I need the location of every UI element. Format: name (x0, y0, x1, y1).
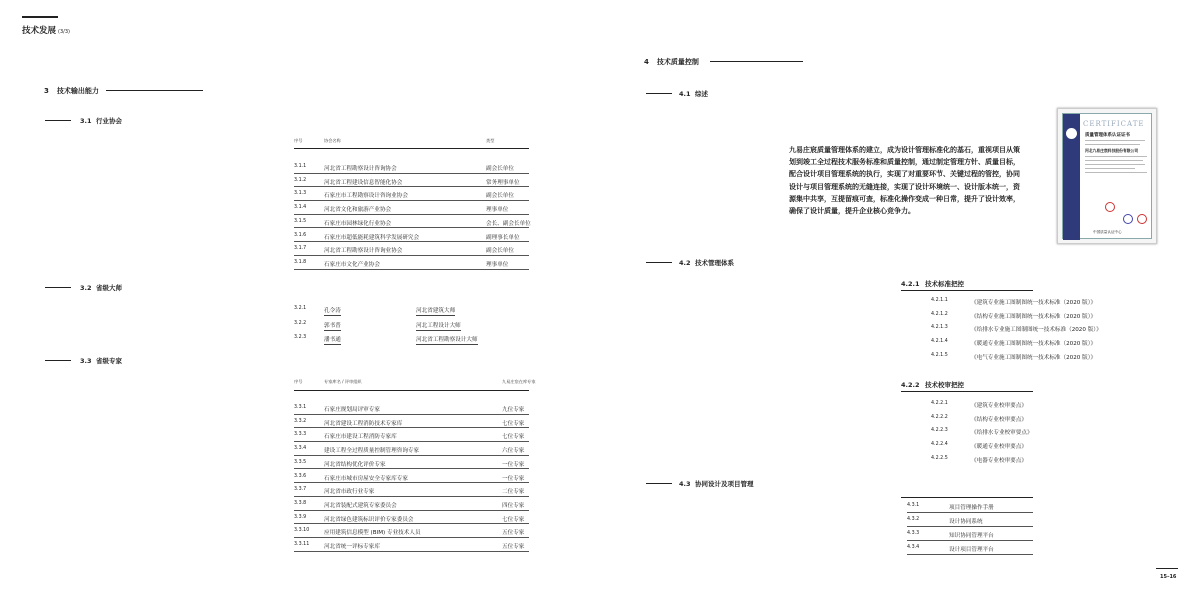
row-number: 3.3.3 (294, 432, 307, 438)
master-title: 河北省工程勘察设计大师 (416, 337, 478, 343)
table-3-1-header-name: 协会名称 (324, 138, 341, 143)
expert-count: 一位专家 (502, 461, 525, 468)
expert-count: 七位专家 (502, 516, 525, 523)
association-name: 河北省文化和旅游产业协会 (324, 207, 392, 214)
table-row (294, 187, 529, 201)
header-page-tag: (3/3) (58, 29, 70, 35)
list-item (294, 335, 534, 345)
association-name: 石家庄市文化产业协会 (324, 261, 380, 268)
certificate-issuer: 中国质量认证中心 (1093, 230, 1122, 234)
item-number: 4.2.2.4 (931, 442, 948, 448)
table-3-1-header-num: 序号 (294, 138, 303, 143)
system-name: 设计协同系统 (949, 519, 983, 525)
table-row (294, 242, 529, 256)
certificate-heading: CERTIFICATE (1083, 120, 1145, 128)
certificate-company: 河北九易庄宸科技股份有限公司 (1085, 148, 1139, 153)
section-3-heading: 3 技术输出能力 (44, 87, 99, 95)
membership-type: 副会长单位 (486, 248, 514, 255)
certificate-line (1085, 160, 1143, 161)
row-number: 4.3.4 (907, 545, 920, 550)
table-row (294, 201, 529, 215)
membership-type: 副会长单位 (486, 166, 514, 172)
table-row (294, 456, 529, 470)
standard-title: 《建筑专业校审要点》 (971, 403, 1027, 409)
page-number: 15–16 (1160, 574, 1177, 580)
row-number: 3.1.8 (294, 259, 307, 265)
expert-count: 四位专家 (502, 502, 525, 509)
association-name: 河北省工程建设信息智能化协会 (324, 179, 403, 186)
certificate-title: 质量管理体系认证证书 (1085, 133, 1130, 138)
table-3-3-header-num: 序号 (294, 379, 303, 384)
quality-certificate-image (1057, 108, 1157, 244)
row-number: 3.3.2 (294, 418, 307, 424)
row-number: 4.3.2 (907, 517, 920, 522)
certificate-line (1085, 168, 1135, 169)
item-number: 4.2.1.3 (931, 325, 948, 331)
sub-4-2-rule (646, 262, 672, 263)
expert-library: 河北省建设工程消防技术专家库 (324, 420, 403, 427)
list-item (931, 353, 1111, 363)
list-item (931, 415, 1111, 425)
list-item (931, 339, 1111, 349)
item-number: 4.2.2.5 (931, 455, 948, 461)
expert-count: 九位专家 (502, 407, 525, 413)
certificate-logo-icon (1066, 128, 1077, 139)
table-3-3-header-count: 九易庄宸在库专家 (502, 379, 536, 384)
row-number: 3.3.10 (294, 528, 310, 534)
sub-3-1-heading: 3.1 行业协会 (80, 117, 122, 125)
list-item (931, 456, 1111, 466)
list-item (931, 325, 1111, 335)
standard-title: 《结构专业施工图制图统一技术标准（2020 版）》 (971, 313, 1097, 320)
table-row (294, 428, 529, 442)
list-item (931, 442, 1111, 452)
row-number: 3.3.6 (294, 473, 307, 479)
item-number: 4.2.1.4 (931, 339, 948, 345)
sub-3-2-rule (45, 287, 71, 288)
membership-type: 副理事长单位 (486, 234, 520, 241)
section-3-rule (106, 90, 203, 91)
row-number: 3.1.5 (294, 218, 307, 224)
certificate-line (1085, 164, 1145, 165)
list-item (931, 298, 1111, 308)
master-name: 孔令涛 (324, 308, 341, 314)
table-row (294, 483, 529, 497)
sub-3-3-rule (45, 360, 71, 361)
expert-library: 建设工程全过程质量控制管理咨询专家 (324, 448, 420, 455)
system-name: 项目管理操作手册 (949, 505, 994, 511)
table-3-1-top-rule (294, 148, 529, 149)
standard-title: 《电器专业校审要点》 (971, 457, 1027, 464)
expert-library: 河北省绿色建筑标识评价专家委员会 (324, 516, 414, 523)
row-number: 3.1.2 (294, 177, 307, 183)
row-number: 3.1.1 (294, 164, 307, 169)
standard-title: 《结构专业校审要点》 (971, 416, 1027, 423)
row-number: 3.1.7 (294, 246, 307, 252)
overview-paragraph: 九易庄宸质量管理体系的建立，成为设计管理标准化的基石，重视项目从策划到竣工全过程技术服务标准和质量控制，通过制定管理方针、质量目标，配合设计项目管理系统的执行，实现了对重要环节、关键过程的管控，协同设计与项目管理系统的无缝连接，实现了设计环境统一、设计版本统一，资源集中共享，互提留痕可查，标准化操作变成一种日常，提升了设计效率，确保了设计质量，提升企业核心竞争力。 (789, 146, 1020, 216)
standard-title: 《电气专业施工图制图统一技术标准（2020 版）》 (971, 354, 1097, 361)
header-title: 技术发展 (22, 26, 57, 36)
master-title: 河北省建筑大师 (416, 308, 456, 314)
standard-title: 《建筑专业施工图制图统一技术标准（2020 版）》 (971, 300, 1097, 306)
row-number: 3.2.3 (294, 335, 307, 340)
expert-library: 河北省统一评标专家库 (324, 544, 380, 550)
sub-3-3-heading: 3.3 省级专家 (80, 357, 122, 365)
table-row (907, 541, 1033, 555)
sub-4-2-2-rule (901, 391, 1033, 392)
table-row (907, 527, 1033, 541)
expert-count: 一位专家 (502, 475, 525, 482)
sub-4-2-1-rule (901, 290, 1033, 291)
certificate-mark-icon (1123, 214, 1133, 224)
table-row (294, 511, 529, 525)
association-name: 石家庄市园林绿化行业协会 (324, 220, 392, 227)
table-row (294, 538, 529, 552)
certificate-line (1085, 144, 1140, 145)
item-number: 4.2.1.1 (931, 298, 948, 303)
membership-type: 副会长单位 (486, 193, 514, 200)
expert-library: 石家庄市建设工程消防专家库 (324, 434, 397, 441)
expert-library: 石家庄规划局评审专家 (324, 407, 380, 413)
standard-title: 《给排水专业校审要点》 (971, 430, 1033, 437)
row-number: 3.1.6 (294, 232, 307, 238)
row-number: 4.3.1 (907, 503, 920, 508)
certificate-sidebar (1063, 114, 1080, 240)
expert-count: 五位专家 (502, 530, 525, 537)
row-number: 3.3.5 (294, 459, 307, 465)
table-row (294, 442, 529, 456)
table-row (294, 229, 529, 243)
row-number: 3.3.7 (294, 487, 307, 493)
page-header (22, 24, 70, 36)
item-number: 4.2.2.2 (931, 414, 948, 420)
sub-4-1-rule (646, 93, 672, 94)
row-number: 3.3.8 (294, 500, 307, 506)
list-item (294, 306, 534, 316)
membership-type: 理事单位 (486, 261, 509, 268)
table-row (294, 524, 529, 538)
item-number: 4.2.2.3 (931, 428, 948, 434)
certificate-line (1085, 156, 1147, 157)
section-4-heading: 4 技术质量控制 (644, 58, 699, 66)
table-row (294, 160, 529, 174)
expert-count: 六位专家 (502, 448, 525, 455)
expert-library: 河北省市政行业专家 (324, 489, 375, 496)
membership-type: 常务理事单位 (486, 179, 520, 186)
association-name: 河北省工程勘察设计咨询业协会 (324, 248, 403, 255)
sub-4-2-2-heading: 4.2.2 技术校审把控 (901, 381, 964, 389)
certificate-line (1085, 140, 1145, 141)
association-name: 石家庄市超低能耗建筑科学发展研究会 (324, 234, 420, 241)
membership-type: 理事单位 (486, 207, 509, 214)
expert-library: 河北省装配式建筑专家委员会 (324, 502, 397, 509)
row-number: 3.2.1 (294, 306, 307, 311)
table-3-3-header-name: 专家库名 / 评审组织 (324, 379, 362, 384)
table-row (294, 470, 529, 484)
expert-library: 应用建筑信息模型 (BIM) 专业技术人员 (324, 530, 421, 537)
table-row (294, 174, 529, 188)
certificate-line (1085, 172, 1147, 173)
standard-title: 《暖通专业施工图制图统一技术标准（2020 版）》 (971, 341, 1097, 348)
list-item (294, 321, 534, 331)
table-4-3-top-rule (901, 497, 1033, 498)
sub-4-2-1-heading: 4.2.1 技术标准把控 (901, 280, 964, 288)
master-name: 潘书通 (324, 337, 341, 343)
association-name: 河北省工程勘察设计咨询协会 (324, 166, 397, 172)
row-number: 4.3.3 (907, 531, 920, 536)
row-number: 3.1.4 (294, 205, 307, 211)
standard-title: 《暖通专业校审要点》 (971, 444, 1027, 451)
table-row (294, 215, 529, 229)
certificate-mark-icon (1137, 214, 1147, 224)
table-3-3-top-rule (294, 390, 529, 391)
footer-bar (1156, 568, 1178, 569)
table-row (294, 415, 529, 429)
table-row (294, 256, 529, 270)
expert-count: 七位专家 (502, 434, 525, 441)
certificate-seal-icon (1105, 202, 1115, 212)
expert-count: 二位专家 (502, 489, 525, 496)
row-number: 3.3.1 (294, 405, 307, 410)
system-name: 设计项目管理平台 (949, 547, 994, 553)
item-number: 4.2.1.2 (931, 311, 948, 317)
section-4-rule (710, 61, 803, 62)
sub-4-1-heading: 4.1 综述 (679, 90, 708, 98)
row-number: 3.3.11 (294, 542, 310, 547)
sub-3-2-heading: 3.2 省级大师 (80, 284, 122, 292)
header-bar (22, 16, 58, 18)
item-number: 4.2.1.5 (931, 352, 948, 358)
table-row (294, 401, 529, 415)
expert-library: 石家庄市城市房屋安全专家库专家 (324, 475, 408, 482)
row-number: 3.3.4 (294, 446, 307, 452)
list-item (931, 401, 1111, 411)
item-number: 4.2.2.1 (931, 401, 948, 406)
sub-4-3-heading: 4.3 协同设计及项目管理 (679, 480, 754, 488)
standard-title: 《给排水专业施工图制图统一技术标准（2020 版）》 (971, 327, 1102, 334)
sub-3-1-rule (45, 120, 71, 121)
row-number: 3.1.3 (294, 191, 307, 197)
system-name: 知识协同管理平台 (949, 533, 994, 539)
expert-count: 五位专家 (502, 544, 525, 550)
expert-count: 七位专家 (502, 420, 525, 427)
row-number: 3.2.2 (294, 320, 307, 326)
table-row (907, 513, 1033, 527)
sub-4-2-heading: 4.2 技术管理体系 (679, 259, 734, 267)
list-item (931, 428, 1111, 438)
master-title: 河北工程设计大师 (416, 322, 461, 329)
table-3-1-header-type: 类型 (486, 138, 495, 143)
list-item (931, 312, 1111, 322)
row-number: 3.3.9 (294, 514, 307, 520)
table-row (907, 499, 1033, 513)
sub-4-3-rule (646, 483, 672, 484)
association-name: 石家庄市工程勘察设计咨询业协会 (324, 193, 408, 200)
master-name: 郭书普 (324, 322, 341, 329)
expert-library: 河北省结构优化评价专家 (324, 461, 386, 468)
membership-type: 会长、副会长单位 (486, 220, 531, 227)
table-row (294, 497, 529, 511)
